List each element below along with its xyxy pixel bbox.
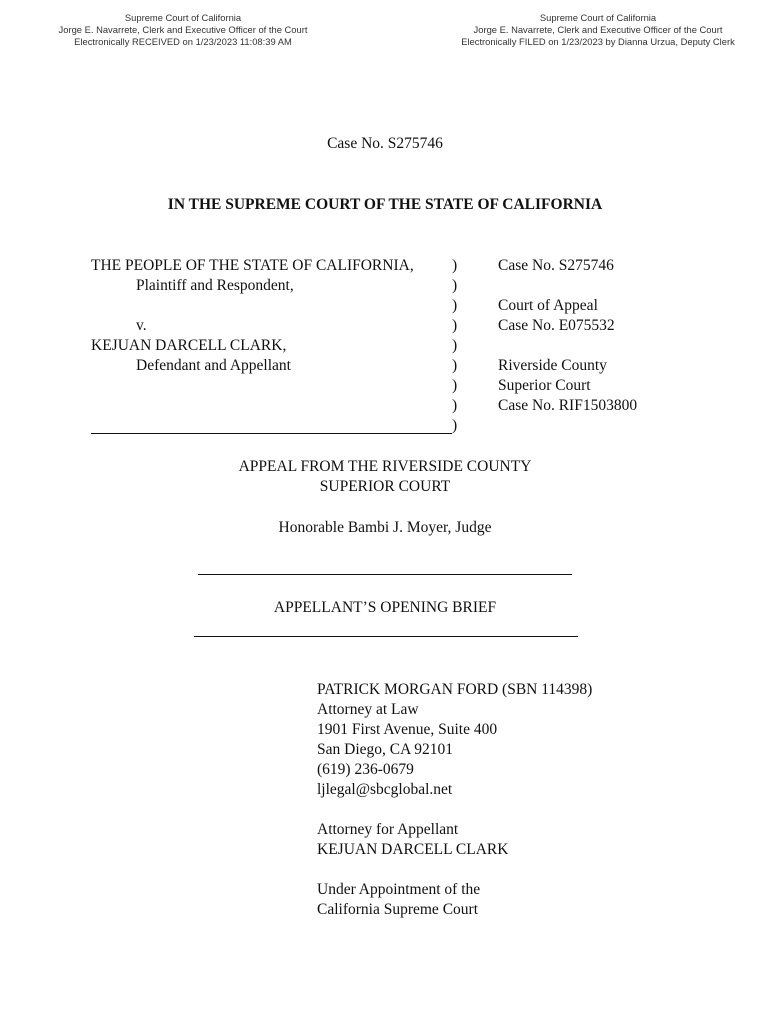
caption-blank-line [91, 296, 451, 316]
paren: ) [452, 377, 458, 394]
caption-defendant: KEJUAN DARCELL CLARK, [91, 337, 287, 354]
appeal-line-2: SUPERIOR COURT [319, 478, 451, 495]
spacer [317, 800, 592, 820]
caption-underline [91, 433, 452, 434]
attorney-address-line-2: San Diego, CA 92101 [317, 741, 454, 758]
attorney-email: ljlegal@sbcglobal.net [317, 781, 453, 798]
attorney-block [317, 680, 592, 920]
caption-plaintiff: THE PEOPLE OF THE STATE OF CALIFORNIA, [91, 257, 414, 274]
received-stamp-clerk: Jorge E. Navarrete, Clerk and Executive Officer of the Court [58, 24, 308, 35]
court-of-appeal-label: Court of Appeal [498, 297, 598, 314]
attorney-name: PATRICK MORGAN FORD (SBN 114398) [317, 681, 593, 698]
paren: ) [452, 417, 458, 434]
caption-right-blank [498, 276, 637, 296]
brief-title: APPELLANT’S OPENING BRIEF [273, 599, 497, 616]
court-of-appeal-case-number: Case No. E075532 [498, 317, 615, 334]
caption-versus: v. [136, 317, 147, 334]
divider-bottom [194, 636, 578, 637]
appointment-line-1: Under Appointment of the [317, 881, 481, 898]
filed-stamp [450, 12, 746, 48]
filed-stamp-date: Electronically FILED on 1/23/2023 by Dianna Urzua, Deputy Clerk [461, 36, 735, 47]
paren: ) [452, 277, 458, 294]
paren: ) [452, 357, 458, 374]
judge-line: Honorable Bambi J. Moyer, Judge [278, 519, 492, 536]
paren: ) [452, 317, 458, 334]
received-stamp [48, 12, 318, 48]
attorney-phone: (619) 236-0679 [317, 761, 414, 778]
caption-case-numbers [498, 256, 637, 416]
caption-right-blank [498, 336, 637, 356]
county-label: Riverside County [498, 357, 607, 374]
supreme-court-case-number: Case No. S275746 [498, 257, 614, 274]
attorney-address-line-1: 1901 First Avenue, Suite 400 [317, 721, 498, 738]
caption-parties [91, 256, 451, 376]
filed-stamp-court: Supreme Court of California [539, 12, 657, 23]
divider-top [198, 574, 572, 575]
attorney-title: Attorney at Law [317, 701, 419, 718]
superior-court-label: Superior Court [498, 377, 591, 394]
spacer [317, 860, 592, 880]
paren: ) [452, 337, 458, 354]
caption-parentheses [452, 256, 464, 436]
superior-court-case-number: Case No. RIF1503800 [498, 397, 638, 414]
court-heading: IN THE SUPREME COURT OF THE STATE OF CALIFORNIA [167, 196, 603, 213]
caption-plaintiff-role: Plaintiff and Respondent, [136, 277, 294, 294]
filed-stamp-clerk: Jorge E. Navarrete, Clerk and Executive Officer of the Court [473, 24, 723, 35]
paren: ) [452, 257, 458, 274]
case-number-top: Case No. S275746 [327, 135, 443, 152]
appointment-line-2: California Supreme Court [317, 901, 478, 918]
appeal-line-1: APPEAL FROM THE RIVERSIDE COUNTY [238, 458, 532, 475]
attorney-role-line-1: Attorney for Appellant [317, 821, 459, 838]
paren: ) [452, 397, 458, 414]
received-stamp-court: Supreme Court of California [124, 12, 242, 23]
received-stamp-date: Electronically RECEIVED on 1/23/2023 11:08:39 AM [74, 36, 292, 47]
paren: ) [452, 297, 458, 314]
attorney-role-line-2: KEJUAN DARCELL CLARK [317, 841, 509, 858]
caption-defendant-role: Defendant and Appellant [136, 357, 291, 374]
